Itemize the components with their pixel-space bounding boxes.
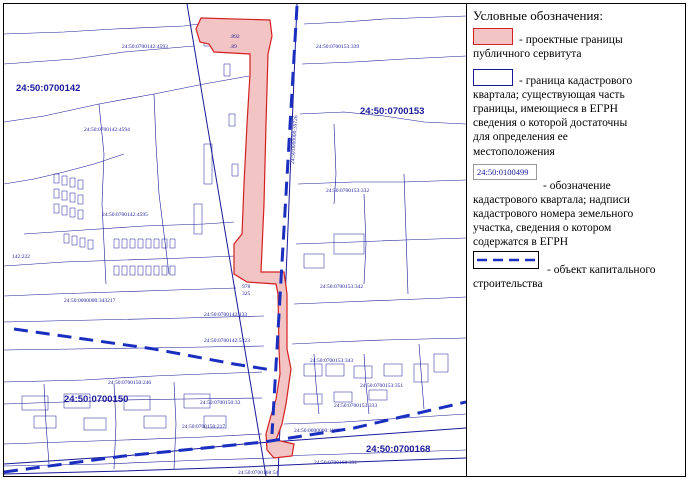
parcel-label: 24:50:0700153:332 bbox=[326, 188, 370, 194]
block-label: 24:50:0700153 bbox=[360, 106, 425, 117]
cadastral-boundary-swatch bbox=[473, 69, 513, 86]
map-canvas bbox=[4, 4, 466, 476]
legend-text-object: строительства bbox=[473, 278, 543, 290]
dashed-line-icon bbox=[474, 252, 538, 268]
block-label: 24:50:0700142 bbox=[16, 83, 81, 94]
servitude-boundary[interactable] bbox=[196, 18, 294, 458]
buildings bbox=[22, 34, 448, 430]
parcel-label: 24:50:0700142:5323 bbox=[204, 338, 250, 344]
parcel-label: 24:50:0000000:1182 bbox=[294, 428, 340, 434]
parcel-label: 142:222 bbox=[12, 254, 31, 260]
legend-text-cadastral: квартала; существующая часть bbox=[473, 89, 625, 101]
legend-text-servitude: публичного сервитута bbox=[473, 48, 582, 60]
legend-text-cadastral: - граница кадастрового bbox=[519, 75, 633, 87]
parcel-label: 24:50:0000000:343217 bbox=[64, 298, 116, 304]
parcel-label: 24:50:0700153:339 bbox=[316, 44, 360, 50]
legend-text-block: кадастрового номера земельного bbox=[473, 208, 634, 220]
parcel-label: 24:50:0700142:4595 bbox=[102, 212, 148, 218]
map-labels bbox=[12, 34, 430, 476]
legend-text-object: - объект капитального bbox=[547, 264, 656, 276]
parcel-label: 24:50:0700142:4593 bbox=[122, 44, 168, 50]
legend-text-cadastral: границы, имеющиеся в ЕГРН bbox=[473, 103, 618, 115]
parcel-label: 24:50:0000000:39726 bbox=[290, 115, 300, 165]
legend bbox=[467, 4, 685, 476]
point-label: .89 bbox=[230, 44, 237, 50]
parcel-label: 24:50:0700150:33 bbox=[200, 400, 241, 406]
block-label: 24:50:0700150 bbox=[64, 394, 129, 405]
legend-title: Условные обозначения: bbox=[473, 8, 604, 23]
cadastral-map[interactable] bbox=[4, 4, 467, 476]
capital-object-swatch bbox=[473, 251, 539, 269]
legend-text-block: содержатся в ЕГРН bbox=[473, 236, 569, 248]
parcel-label: 24:50:0700150:217 bbox=[182, 424, 226, 430]
parcel-label: 24:50:0700153:342 bbox=[320, 284, 364, 290]
legend-text-block: - обозначение bbox=[543, 180, 611, 192]
parcel-label: 24:50:0700150:246 bbox=[108, 380, 152, 386]
legend-text-cadastral: для определения ее bbox=[473, 131, 568, 143]
legend-text-cadastral: сведения о которой достаточны bbox=[473, 117, 628, 129]
legend-text-block: кадастрового квартала; надписи bbox=[473, 194, 630, 206]
legend-text-servitude: - проектные границы bbox=[519, 34, 623, 46]
parcel-label: 24:50:0700153:333 bbox=[334, 403, 378, 409]
legend-text-cadastral: местоположения bbox=[473, 146, 555, 158]
servitude-swatch bbox=[473, 28, 513, 45]
parcel-label: 24:50:0700168:331 bbox=[314, 460, 358, 466]
parcel-label: 24:50:0700142:133 bbox=[204, 312, 248, 318]
parcel-label: 24:50:0700153:351 bbox=[360, 383, 404, 389]
point-label: 978 bbox=[242, 284, 251, 290]
legend-text-block: участка, сведения о котором bbox=[473, 222, 612, 234]
point-label: .892 bbox=[230, 34, 240, 40]
parcel-label: 24:50:0700142:4594 bbox=[84, 127, 130, 133]
point-label: 325 bbox=[242, 291, 251, 297]
block-label: 24:50:0700168 bbox=[366, 444, 431, 455]
block-code-sample: 24:50:0100499 bbox=[473, 164, 537, 180]
parcel-label: 24:50:0700153:343 bbox=[310, 358, 354, 364]
map-sheet bbox=[3, 3, 686, 477]
parcel-label: 24:50:0700168:54 bbox=[238, 470, 279, 476]
